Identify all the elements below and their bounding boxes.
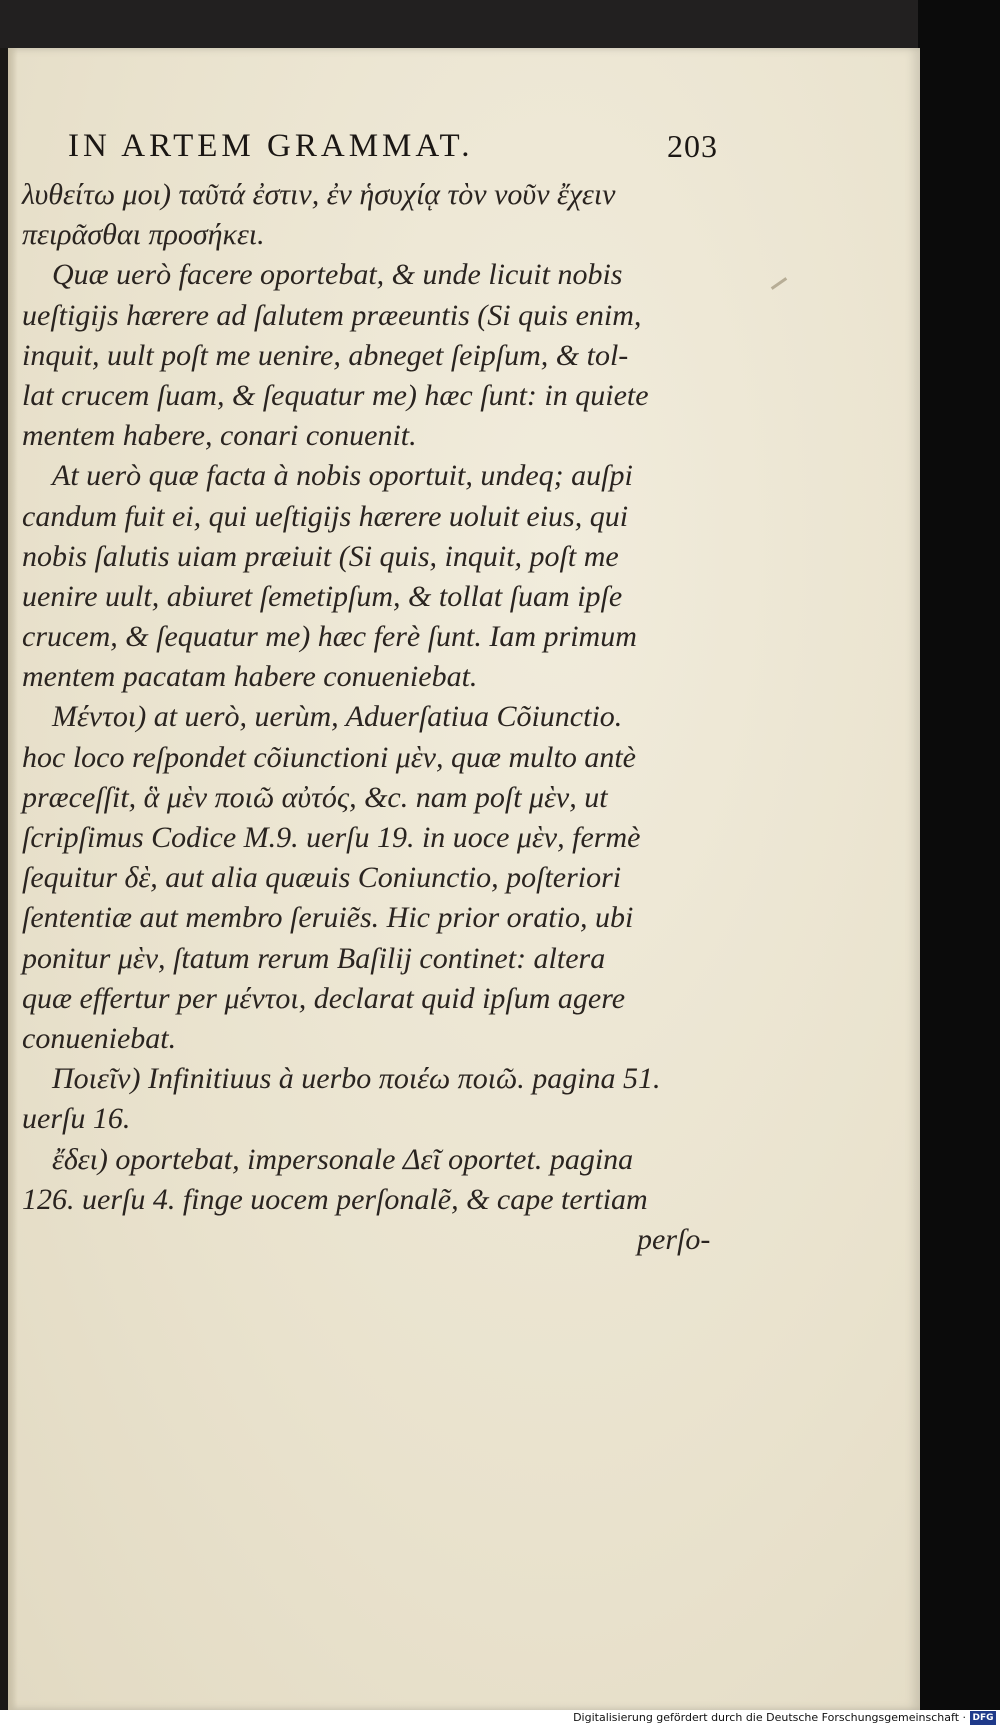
text-line: quæ effertur per μέντοι, declarat quid ipſum agere (22, 981, 626, 1015)
paragraph-start-line: Μέντοι) at uerò, uerùm, Aduerſatiua Cõiunctio. (52, 700, 623, 734)
paragraph-start-line: Quæ uerò facere oportebat, & unde licuit nobis (52, 258, 623, 292)
text-line: uenire uult, abiuret ſemetipſum, & tollat ſuam ipſe (22, 579, 623, 613)
text-line: λυθείτω μοι) ταῦτά ἐστιν, ἐν ἡσυχίᾳ τὸν νοῦν ἔχειν (22, 178, 616, 211)
text-line: ſcripſimus Codice M.9. uerſu 19. in uoce μὲν, fermè (22, 821, 641, 854)
text-line: conueniebat. (22, 1021, 177, 1055)
page-number: 203 (667, 128, 718, 164)
funding-credit: Digitalisierung gefördert durch die Deutsche Forschungsgemeinschaft · (573, 1711, 966, 1724)
paragraph-start-line: ἔδει) oportebat, impersonale Δεῖ oportet. pagina (52, 1142, 634, 1176)
text-line: inquit, uult poſt me uenire, abneget ſeipſum, & tol- (22, 338, 629, 372)
text-line: hoc loco reſpondet cõiunctioni μὲν, quæ multo antè (22, 740, 636, 774)
text-line: lat crucem ſuam, & ſequatur me) hæc ſunt: in quiete (22, 378, 649, 412)
text-line: nobis ſalutis uiam præiuit (Si quis, inquit, poſt me (22, 539, 619, 573)
text-line: uerſu 16. (22, 1102, 131, 1136)
text-line: ſententiæ aut membro ſeruiẽs. Hic prior oratio, ubi (22, 901, 634, 935)
text-line: candum fuit ei, qui ueſtigijs hærere uoluit eius, qui (22, 499, 629, 533)
running-title: IN ARTEM GRAMMAT. (68, 128, 474, 164)
text-line: mentem pacatam habere conueniebat. (22, 660, 478, 694)
text-line: ſequitur δὲ, aut alia quæuis Coniunctio, poſteriori (22, 861, 622, 895)
dfg-logo: DFG (970, 1711, 996, 1725)
text-line: crucem, & ſequatur me) hæc ferè ſunt. Iam primum (22, 620, 637, 654)
text-line: mentem habere, conari conuenit. (22, 419, 417, 453)
body-text (22, 175, 722, 1260)
scan-top-margin (0, 0, 1000, 48)
catchword: perſo- (637, 1222, 711, 1256)
text-line: ueſtigijs hærere ad ſalutem præeuntis (Si quis enim, (22, 298, 642, 332)
paragraph-start-line: At uerò quæ facta à nobis oportuit, undeq; auſpi (52, 459, 633, 493)
text-line: ponitur μὲν, ſtatum rerum Baſilij continet: altera (22, 941, 606, 975)
text-line: præceſſit, ἃ μὲν ποιῶ αὐτός, &c. nam poſt μὲν, ut (22, 780, 608, 814)
text-line: πειρᾶσθαι προσήκει. (22, 218, 265, 252)
text-line: 126. uerſu 4. finge uocem perſonalẽ, & cape tertiam (22, 1182, 648, 1216)
page-gutter-shadow (8, 48, 18, 1710)
paragraph-start-line: Ποιεῖν) Infinitiuus à uerbo ποιέω ποιῶ. pagina 51. (52, 1062, 661, 1096)
scan-right-margin (918, 0, 1000, 1710)
running-header (68, 128, 718, 168)
